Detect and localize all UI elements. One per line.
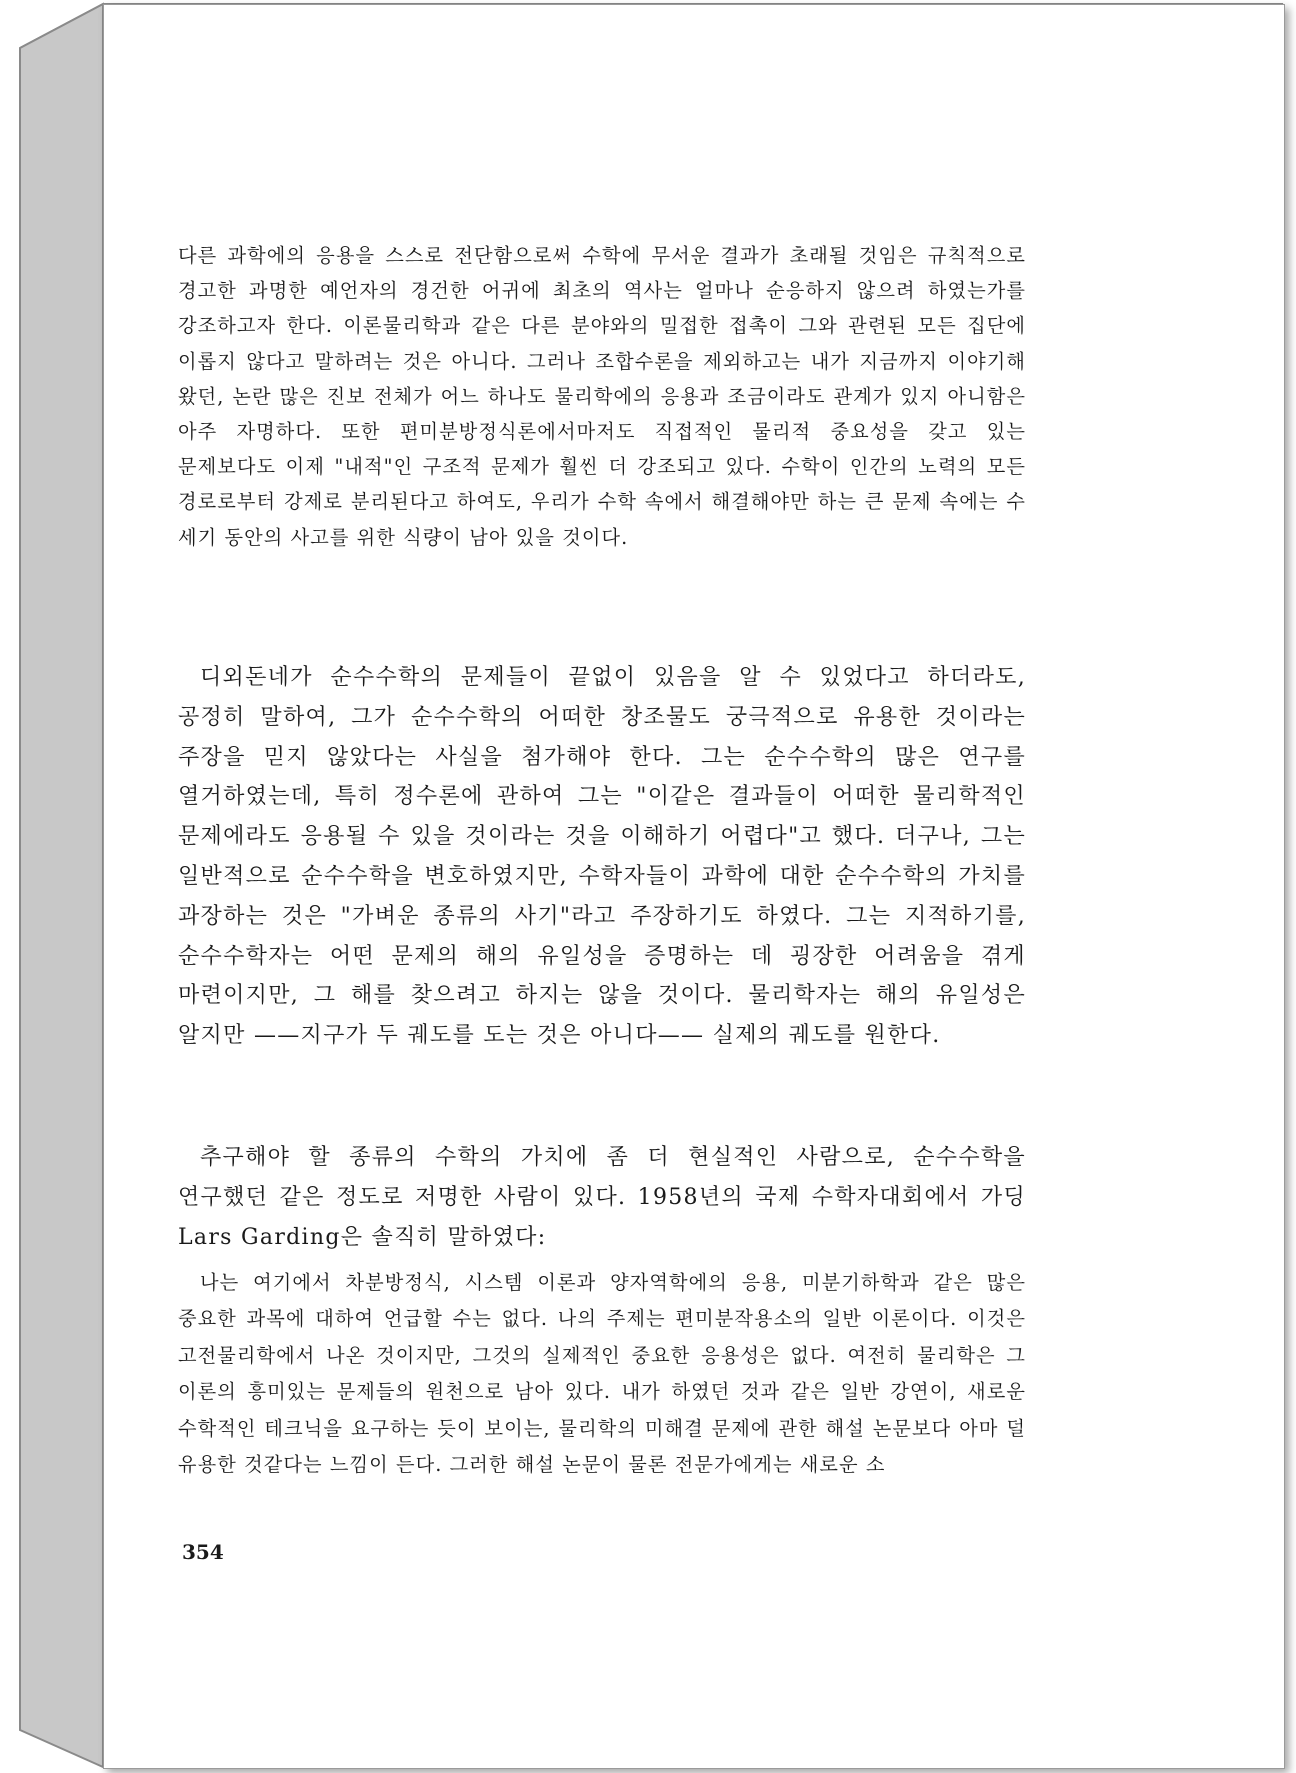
paragraph-dieudonne: 디외돈네가 순수수학의 문제들이 끝없이 있음을 알 수 있었다고 하더라도, 공정히 말하여, 그가 순수수학의 어떠한 창조물도 궁극적으로 유용한 것이라는 주장을 믿지 않았다는 사실을 첨가해야 한다. 그는 순수수학의 많은 연구를 열거하였는데, 특히 정수론에 관하여 그는 "이같은 결과들이 어떠한 물리학적인 문제에라도 응용될 수 있을 것이라는 것을 이해하기 어렵다"고 했다. 더구나, 그는 일반적으로 순수수학을 변호하였지만, 수학자들이 과학에 대한 순수수학의 가치를 과장하는 것은 "가벼운 종류의 사기"라고 주장하기도 하였다. 그는 지적하기를, 순수수학자는 어떤 문제의 해의 유일성을 증명하는 데 굉장한 어려움을 겪게 마련이지만, 그 해를 찾으려고 하지는 않을 것이다. 물리학자는 해의 유일성은 알지만 ——지구가 두 궤도를 도는 것은 아니다—— 실제의 궤도를 원한다. (178, 665, 1026, 1049)
garding-quote: 나는 여기에서 차분방정식, 시스템 이론과 양자역학에의 응용, 미분기하학과 같은 많은 중요한 과목에 대하여 언급할 수는 없다. 나의 주제는 편미분작용소의 일반 이론이다. 이것은 고전물리학에서 나온 것이지만, 그것의 실제적인 중요한 응용성은 없다. 여전히 물리학은 그 이론의 흥미있는 문제들의 원천으로 남아 있다. 내가 하였던 것과 같은 일반 강연이, 새로운 수학적인 테크닉을 요구하는 듯이 보이는, 물리학의 미해결 문제에 관한 해설 논문보다 아마 덜 유용한 것같다는 느낌이 든다. 그러한 해설 논문이 물론 전문가에게는 새로운 소 (178, 1271, 1026, 1477)
book-spine-side-face (20, 4, 103, 1767)
paragraph-garding-intro: 추구해야 할 종류의 수학의 가치에 좀 더 현실적인 사람으로, 순수수학을 연구했던 같은 정도로 저명한 사람이 있다. 1958년의 국제 수학자대회에서 가딩 Lars Garding은 솔직히 말하였다: (178, 1145, 1026, 1250)
page-number: 354 (182, 1540, 224, 1564)
paragraph-continuation: 다른 과학에의 응용을 스스로 전단함으로써 수학에 무서운 결과가 초래될 것임은 규칙적으로 경고한 과명한 예언자의 경건한 어귀에 최초의 역사는 얼마나 순응하지 않으려 하였는가를 강조하고자 한다. 이론물리학과 같은 다른 분야와의 밀접한 접촉이 그와 관련된 모든 집단에 이롭지 않다고 말하려는 것은 아니다. 그러나 조합수론을 제외하고는 내가 지금까지 이야기해 왔던, 논란 많은 진보 전체가 어느 하나도 물리학에의 응용과 조금이라도 관계가 있지 아니함은 아주 자명하다. 또한 편미분방정식론에서마저도 직접적인 물리적 중요성을 갖고 있는 문제보다도 이제 "내적"인 구조적 문제가 훨씬 더 강조되고 있다. 수학이 인간의 노력의 모든 경로로부터 강제로 분리된다고 하여도, 우리가 수학 속에서 해결해야만 하는 큰 문제 속에는 수 세기 동안의 사고를 위한 식량이 남아 있을 것이다. (178, 244, 1026, 549)
